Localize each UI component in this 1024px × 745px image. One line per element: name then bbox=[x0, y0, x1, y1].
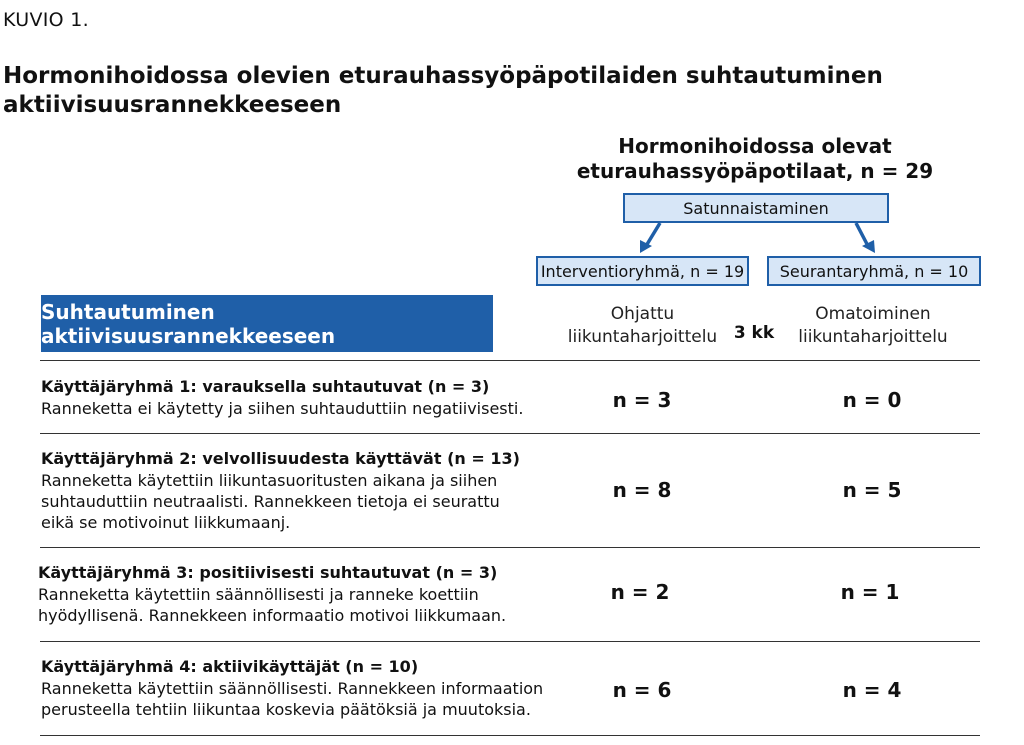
population-line-2: eturauhassyöpäpotilaat, n = 29 bbox=[576, 159, 934, 183]
followup-column-header bbox=[788, 303, 958, 349]
figure-title-line-2: aktiivisuusrannekkeeseen bbox=[3, 92, 342, 118]
user-group-4-intervention-count: n = 6 bbox=[612, 678, 672, 702]
figure-label: KUVIO 1. bbox=[3, 9, 89, 31]
user-group-1-title: Käyttäjäryhmä 1: varauksella suhtautuvat (n = 3) bbox=[41, 377, 490, 396]
user-group-2-title: Käyttäjäryhmä 2: velvollisuudesta käyttävät (n = 13) bbox=[41, 449, 520, 468]
description-line: Ranneketta käytettiin säännöllisesti. Rannekkeen informaation bbox=[41, 679, 544, 698]
description-line: suhtauduttiin neutraalisti. Rannekkeen tietoja ei seurattu bbox=[41, 492, 500, 511]
description-line: perusteella tehtiin liikuntaa koskevia päätöksiä ja muutoksia. bbox=[41, 700, 531, 719]
user-group-3-followup-count: n = 1 bbox=[840, 580, 900, 604]
user-group-4-followup-count: n = 4 bbox=[842, 678, 902, 702]
arrow-to-intervention bbox=[646, 223, 660, 246]
duration-label: 3 kk bbox=[733, 323, 775, 343]
description-line: Ranneketta käytettiin liikuntasuoritusten aikana ja siihen bbox=[41, 471, 498, 490]
user-group-2-followup-count: n = 5 bbox=[842, 478, 902, 502]
user-group-2-description bbox=[41, 470, 561, 533]
intervention-header-line-1: Ohjattu bbox=[610, 304, 675, 324]
followup-header-line-2: liikuntaharjoittelu bbox=[798, 327, 948, 347]
row-divider bbox=[40, 360, 980, 361]
user-group-3-description bbox=[38, 584, 558, 626]
user-group-1-description bbox=[41, 398, 561, 419]
intervention-group-box: Interventioryhmä, n = 19 bbox=[536, 256, 749, 286]
user-group-2-intervention-count: n = 8 bbox=[612, 478, 672, 502]
arrow-to-followup bbox=[856, 223, 868, 246]
description-line: Ranneketta käytettiin säännöllisesti ja ranneke koettiin bbox=[38, 585, 479, 604]
user-group-4-description bbox=[41, 678, 561, 720]
population-line-1: Hormonihoidossa olevat bbox=[618, 134, 892, 158]
row-divider bbox=[40, 735, 980, 736]
followup-group-box: Seurantaryhmä, n = 10 bbox=[767, 256, 981, 286]
randomization-box: Satunnaistaminen bbox=[623, 193, 889, 223]
description-line: hyödyllisenä. Rannekkeen informaatio motivoi liikkumaan. bbox=[38, 606, 507, 625]
description-line: eikä se motivoinut liikkumaanj. bbox=[41, 513, 291, 532]
intervention-header-line-2: liikuntaharjoittelu bbox=[567, 327, 718, 347]
user-group-3-intervention-count: n = 2 bbox=[610, 580, 670, 604]
attitude-banner: Suhtautuminen aktiivisuusrannekkeeseen bbox=[41, 295, 493, 352]
row-divider bbox=[40, 547, 980, 548]
user-group-1-followup-count: n = 0 bbox=[842, 388, 902, 412]
row-divider bbox=[40, 641, 980, 642]
user-group-1-intervention-count: n = 3 bbox=[612, 388, 672, 412]
followup-header-line-1: Omatoiminen bbox=[815, 304, 931, 324]
row-divider bbox=[40, 433, 980, 434]
user-group-4-title: Käyttäjäryhmä 4: aktiivikäyttäjät (n = 10) bbox=[41, 657, 419, 676]
intervention-column-header bbox=[555, 303, 730, 349]
description-line: Ranneketta ei käytetty ja siihen suhtauduttiin negatiivisesti. bbox=[41, 399, 524, 418]
user-group-3-title: Käyttäjäryhmä 3: positiivisesti suhtautuvat (n = 3) bbox=[38, 563, 498, 582]
figure-title-line-1: Hormonihoidossa olevien eturauhassyöpäpotilaiden suhtautuminen bbox=[3, 63, 883, 89]
